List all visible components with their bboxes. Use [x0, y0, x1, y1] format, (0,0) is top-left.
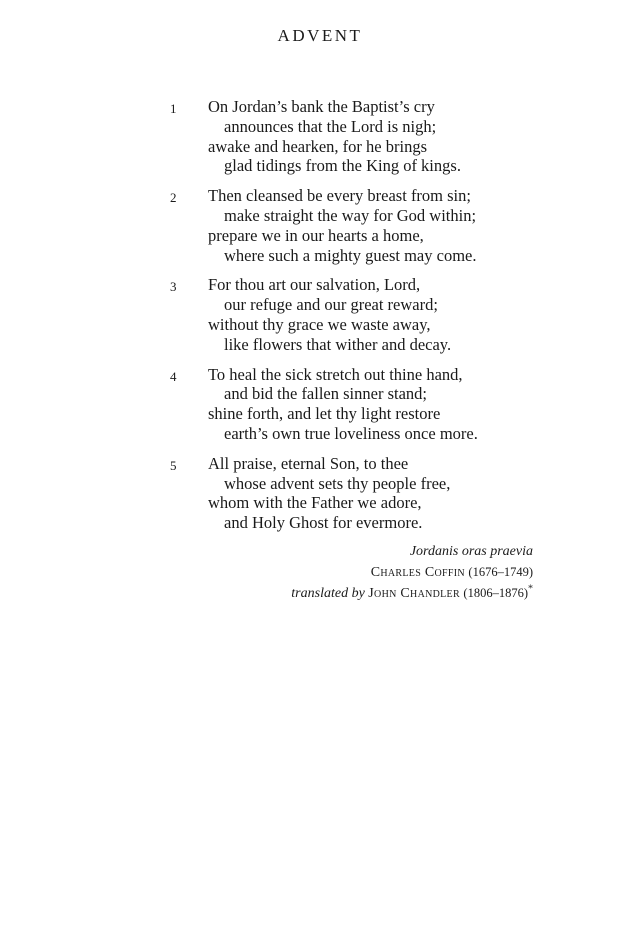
verse-line: earth’s own true loveliness once more.: [224, 423, 478, 443]
hymn-body: [0, 97, 640, 543]
verse-line: without thy grace we waste away,: [208, 314, 431, 334]
verse-number: 3: [170, 279, 177, 295]
verse-line: whom with the Father we adore,: [208, 493, 422, 513]
verse-line: To heal the sick stretch out thine hand,: [208, 364, 463, 384]
attribution: [291, 542, 533, 604]
verse-line: and Holy Ghost for evermore.: [224, 513, 423, 533]
verse-5: [0, 454, 640, 533]
verse-3: [0, 275, 640, 354]
verse-line: Then cleansed be every breast from sin;: [208, 186, 471, 206]
author-name: Charles Coffin: [370, 565, 465, 580]
verse-2: [0, 186, 640, 265]
verse-line: On Jordan’s bank the Baptist’s cry: [208, 97, 435, 116]
verse-line: awake and hearken, for he brings: [208, 136, 427, 156]
verse-line: whose advent sets thy people free,: [224, 473, 451, 493]
verse-line: make straight the way for God within;: [224, 205, 477, 225]
verse-number: 4: [170, 368, 177, 384]
author-dates: (1676–1749): [468, 565, 533, 579]
verse-4: [0, 365, 640, 444]
translator-dates: (1806–1876): [463, 586, 528, 600]
verse-line: and bid the fallen sinner stand;: [224, 384, 427, 404]
page-title: ADVENT: [277, 26, 363, 45]
verse-1: [0, 97, 640, 176]
verse-line: shine forth, and let thy light restore: [208, 404, 441, 424]
verse-number: 5: [170, 457, 177, 473]
footnote-mark: *: [528, 583, 533, 595]
verse-line: prepare we in our hearts a home,: [208, 225, 424, 245]
verse-number: 1: [170, 101, 177, 116]
translator-credit: [291, 583, 533, 604]
verse-line: where such a mighty guest may come.: [224, 245, 477, 265]
verse-line: announces that the Lord is nigh;: [224, 116, 437, 136]
verse-number: 2: [170, 190, 177, 206]
verse-line: like flowers that wither and decay.: [224, 334, 452, 354]
translator-name: John Chandler: [368, 586, 460, 601]
verse-line: our refuge and our great reward;: [224, 295, 438, 315]
author-credit: [291, 562, 533, 583]
verse-line: All praise, eternal Son, to thee: [208, 453, 409, 473]
verse-line: For thou art our salvation, Lord,: [208, 275, 421, 295]
translated-by-label: translated by: [291, 586, 365, 601]
verse-line: glad tidings from the King of kings.: [224, 156, 461, 176]
latin-title: Jordanis oras praevia: [409, 544, 533, 559]
